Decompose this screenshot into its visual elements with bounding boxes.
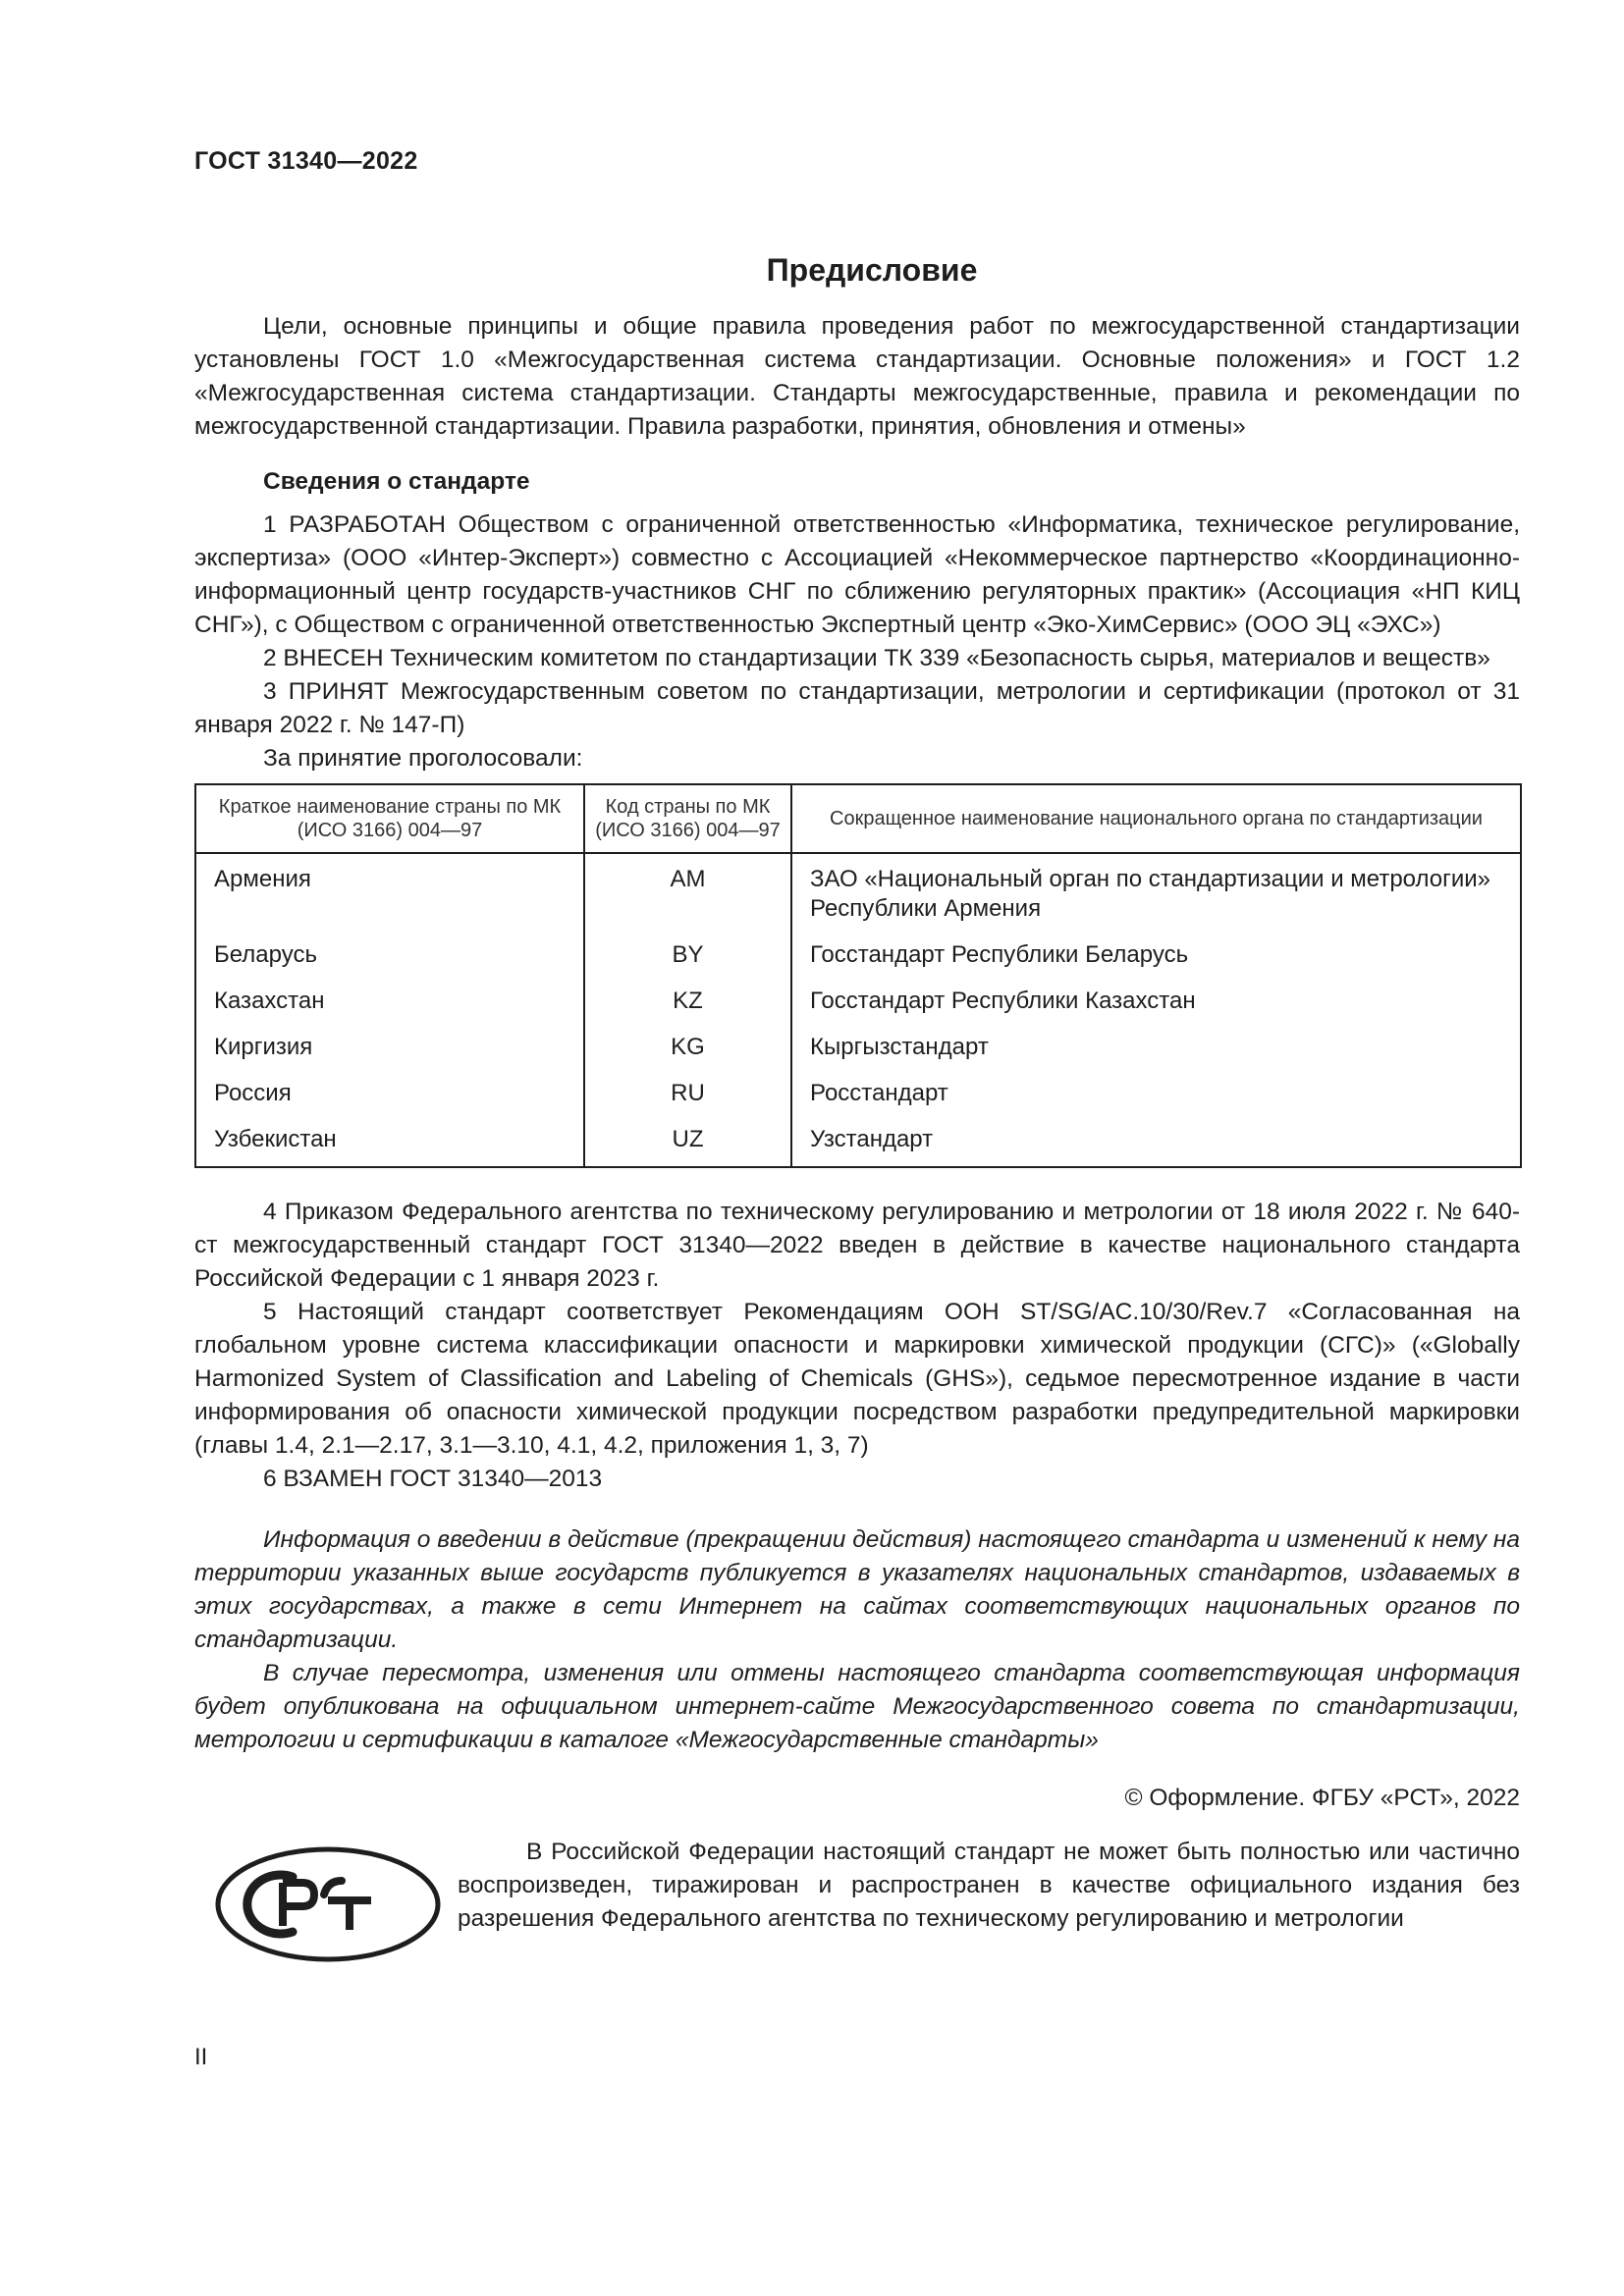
national-body: Узстандарт: [791, 1114, 1521, 1167]
country-code: UZ: [584, 1114, 791, 1167]
country-name: Россия: [214, 1080, 292, 1106]
column-header-body: Сокращенное наименование национального органа по стандартизации: [791, 784, 1521, 853]
rst-logo-icon: [212, 1843, 444, 1965]
reproduction-notice: В Российской Федерации настоящий стандарт не может быть полностью или частично воспроизведен, тиражирован и распространен в качестве официального издания без разрешения Федерального агентства по техническому регулированию и метрологии: [458, 1839, 1520, 1932]
info-item-2: 2 ВНЕСЕН Техническим комитетом по стандартизации ТК 339 «Безопасность сырья, материалов и веществ»: [263, 645, 1490, 671]
country-name: Казахстан: [214, 988, 325, 1014]
italic-note-1: Информация о введении в действие (прекращении действия) настоящего стандарта и изменений к нему на территории указанных выше государств публикуется в указателях национальных стандартов, издаваемых в этих государствах, а также в сети Интернет на сайтах соответствующих национальных органов по стандартизации.: [194, 1526, 1520, 1653]
national-body: Госстандарт Республики Беларусь: [791, 930, 1521, 976]
table-row: [195, 930, 1521, 976]
preface-title: Предисловие: [766, 252, 978, 288]
info-item-5: 5 Настоящий стандарт соответствует Рекомендациям ООН ST/SG/AC.10/30/Rev.7 «Согласованная на глобальном уровне система классификации опасности и маркировки химической продукции (СГС)» («Globally Harmonized System of Classification and Labeling of Chemicals (GHS»), седьмое пересмотренное издание в части информирования об опасности химической продукции посредством разработки предупредительной маркировки (главы 1.4, 2.1—2.17, 3.1—3.10, 4.1, 4.2, приложения 1, 3, 7): [194, 1299, 1520, 1459]
country-code: KZ: [584, 976, 791, 1022]
voted-label: За принятие проголосовали:: [263, 745, 583, 772]
table-row: [195, 1068, 1521, 1114]
info-item-3: 3 ПРИНЯТ Межгосударственным советом по стандартизации, метрологии и сертификации (протокол от 31 января 2022 г. № 147-П): [194, 678, 1520, 738]
copyright: © Оформление. ФГБУ «РСТ», 2022: [1124, 1785, 1520, 1811]
country-code: BY: [584, 930, 791, 976]
national-body: Кыргызстандарт: [791, 1022, 1521, 1068]
table-header-row: [195, 784, 1521, 853]
notice-block: [194, 1836, 1520, 1973]
table-row: [195, 853, 1521, 930]
info-item-6: 6 ВЗАМЕН ГОСТ 31340—2013: [263, 1466, 603, 1492]
country-code: AM: [584, 853, 791, 930]
info-item-1: 1 РАЗРАБОТАН Обществом с ограниченной ответственностью «Информатика, техническое регулирование, экспертиза» (ООО «Интер-Эксперт») совместно с Ассоциацией «Некоммерческое партнерство «Координационно-информационный центр государств-участников СНГ по сближению регуляторных практик» (Ассоциация «НП КИЦ СНГ»), с Обществом с ограниченной ответственностью Экспертный центр «Эко-ХимСервис» (ООО ЭЦ «ЭХС»): [194, 511, 1520, 638]
country-name: Киргизия: [214, 1034, 313, 1060]
table-row: [195, 1022, 1521, 1068]
countries-table: [194, 783, 1522, 1168]
document-page: [194, 147, 1520, 1973]
country-name: Армения: [214, 866, 311, 892]
country-code: KG: [584, 1022, 791, 1068]
column-header-country: Краткое наименование страны по МК (ИСО 3166) 004—97: [195, 784, 584, 853]
document-id: ГОСТ 31340—2022: [194, 147, 418, 175]
standard-info-heading: Сведения о стандарте: [263, 468, 530, 495]
country-name: Узбекистан: [214, 1126, 337, 1152]
page-number: II: [194, 2044, 208, 2070]
table-row: [195, 976, 1521, 1022]
preface-intro: Цели, основные принципы и общие правила проведения работ по межгосударственной стандартизации установлены ГОСТ 1.0 «Межгосударственная система стандартизации. Основные положения» и ГОСТ 1.2 «Межгосударственная система стандартизации. Стандарты межгосударственные, правила и рекомендации по межгосударственной стандартизации. Правила разработки, принятия, обновления и отмены»: [194, 313, 1520, 440]
country-name: Беларусь: [214, 941, 317, 968]
info-item-4: 4 Приказом Федерального агентства по техническому регулированию и метрологии от 18 июля 2022 г. № 640-ст межгосударственный стандарт ГОСТ 31340—2022 введен в действие в качестве национального стандарта Российской Федерации с 1 января 2023 г.: [194, 1199, 1520, 1292]
national-body: Госстандарт Республики Казахстан: [791, 976, 1521, 1022]
national-body: ЗАО «Национальный орган по стандартизации и метрологии» Республики Армения: [791, 853, 1521, 930]
country-code: RU: [584, 1068, 791, 1114]
italic-notes: [194, 1523, 1520, 1757]
national-body: Росстандарт: [791, 1068, 1521, 1114]
table-row: [195, 1114, 1521, 1167]
italic-note-2: В случае пересмотра, изменения или отмены настоящего стандарта соответствующая информация будет опубликована на официальном интернет-сайте Межгосударственного совета по стандартизации, метрологии и сертификации в каталоге «Межгосударственные стандарты»: [194, 1660, 1520, 1753]
column-header-code: Код страны по МК (ИСО 3166) 004—97: [584, 784, 791, 853]
